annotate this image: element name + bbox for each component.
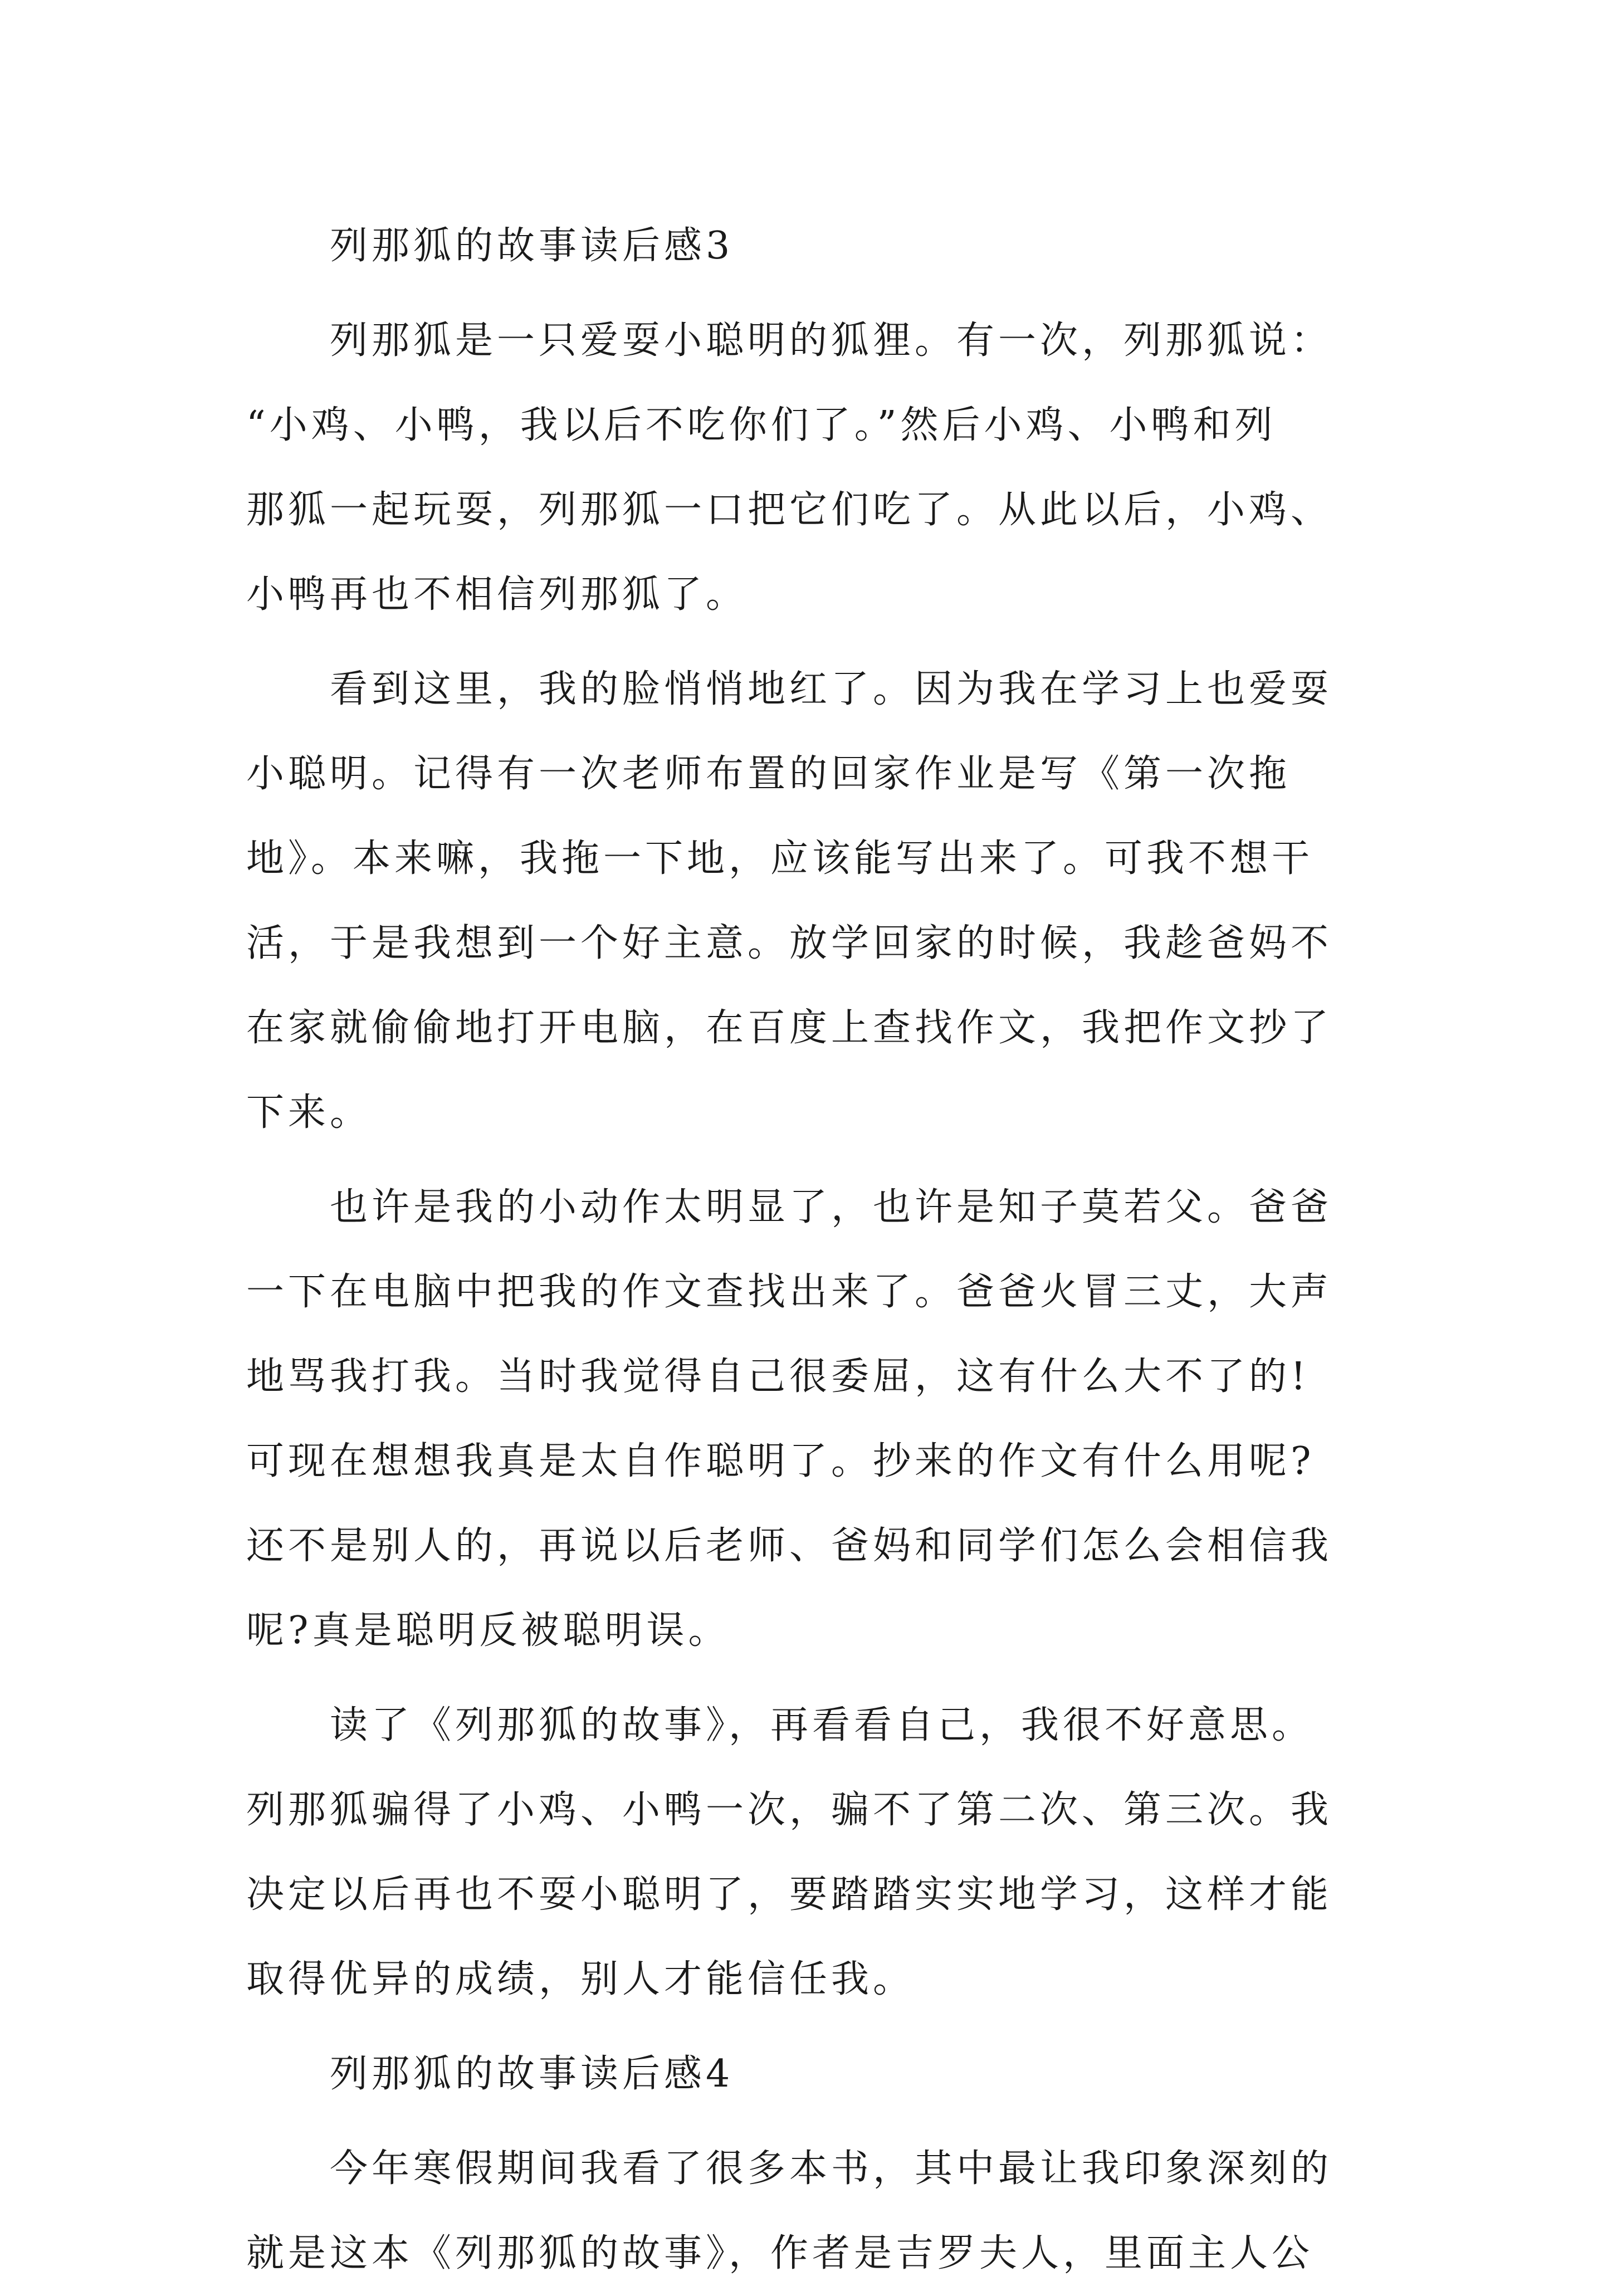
paragraph-first-line: 看到这里，我的脸悄悄地红了。因为我在学习上也爱耍 bbox=[330, 667, 1333, 711]
text-line: 活，于是我想到一个好主意。放学回家的时候，我趁爸妈不 bbox=[246, 921, 1333, 965]
text-line: 还不是别人的，再说以后老师、爸妈和同学们怎么会相信我 bbox=[246, 1524, 1333, 1568]
text-line: 下来。 bbox=[246, 1091, 372, 1135]
text-line: 列那狐骗得了小鸡、小鸭一次，骗不了第二次、第三次。我 bbox=[246, 1788, 1333, 1832]
text-line: 取得优异的成绩，别人才能信任我。 bbox=[246, 1957, 915, 2001]
paragraph-first-line: 今年寒假期间我看了很多本书，其中最让我印象深刻的 bbox=[330, 2147, 1333, 2191]
document-body bbox=[246, 204, 1377, 2296]
text-line: 地》。本来嘛，我拖一下地，应该能写出来了。可我不想干 bbox=[246, 837, 1314, 881]
text-line: 那狐一起玩耍，列那狐一口把它们吃了。从此以后，小鸡、 bbox=[246, 488, 1333, 532]
paragraph-gap bbox=[246, 1673, 1377, 1683]
paragraph-first-line: 列那狐的故事读后感4 bbox=[330, 2052, 734, 2096]
paragraph-first-line: 列那狐的故事读后感3 bbox=[330, 224, 734, 268]
paragraph-first-line: 读了《列那狐的故事》，再看看自己，我很不好意思。 bbox=[330, 1703, 1314, 1747]
text-line: 地骂我打我。当时我觉得自己很委屈，这有什么大不了的! bbox=[246, 1355, 1310, 1399]
text-line: 可现在想想我真是太自作聪明了。抄来的作文有什么用呢? bbox=[246, 1439, 1315, 1483]
paragraph-first-line: 也许是我的小动作太明显了，也许是知子莫若父。爸爸 bbox=[330, 1185, 1333, 1229]
paragraph-gap bbox=[246, 2022, 1377, 2032]
text-line: 小鸭再也不相信列那狐了。 bbox=[246, 573, 748, 617]
text-line: 就是这本《列那狐的故事》，作者是吉罗夫人，里面主人公 bbox=[246, 2231, 1314, 2275]
text-line: 小聪明。记得有一次老师布置的回家作业是写《第一次拖 bbox=[246, 752, 1291, 796]
text-line: 呢?真是聪明反被聪明误。 bbox=[246, 1609, 730, 1653]
text-line: 在家就偷偷地打开电脑，在百度上查找作文，我把作文抄了 bbox=[246, 1006, 1333, 1050]
text-line: 决定以后再也不耍小聪明了，要踏踏实实地学习，这样才能 bbox=[246, 1873, 1333, 1917]
text-line: “小鸡、小鸭，我以后不吃你们了。”然后小鸡、小鸭和列 bbox=[246, 403, 1277, 447]
paragraph-gap bbox=[246, 289, 1377, 299]
paragraph-gap bbox=[246, 637, 1377, 647]
paragraph-gap bbox=[246, 2117, 1377, 2127]
paragraph-gap bbox=[246, 1155, 1377, 1165]
paragraph-first-line: 列那狐是一只爱耍小聪明的狐狸。有一次，列那狐说： bbox=[330, 319, 1333, 363]
text-line: 一下在电脑中把我的作文查找出来了。爸爸火冒三丈，大声 bbox=[246, 1270, 1333, 1314]
